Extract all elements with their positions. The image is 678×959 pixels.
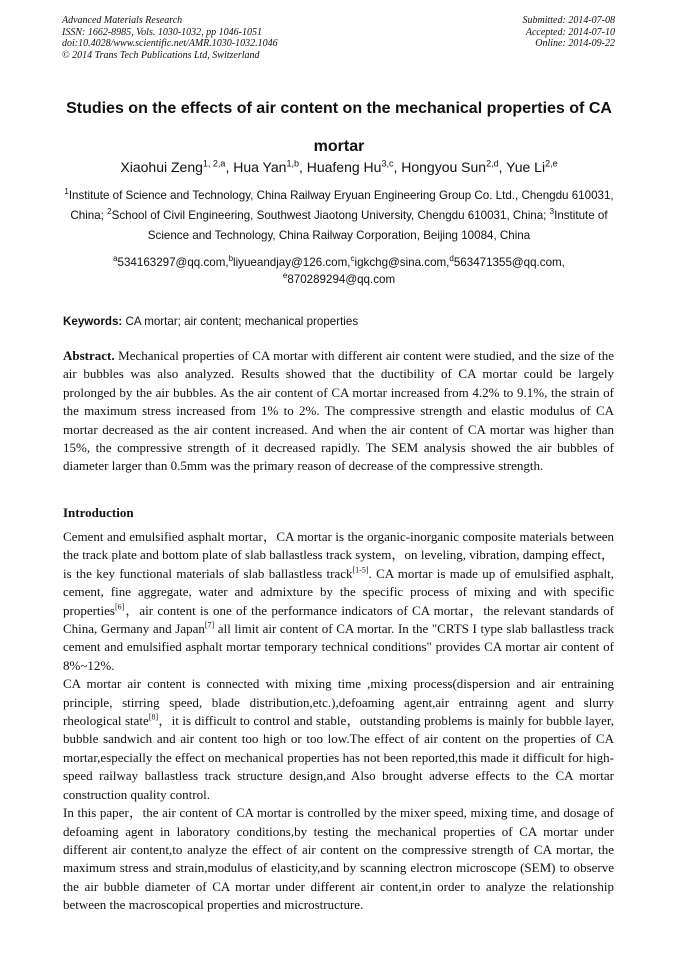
paragraph-text: ，it is difficult to control and stable，outstanding problems is mainly for bubble layer, bubble sandwich and air content too high or too low.The effect of air content on the properties of CA mortar,especially the effect on mechanical properties has not been reported,this made it difficult for high-speed railway ballastless track structure design,and Also brought adverse effects to the CA mortar construction quality control. <box>63 713 614 802</box>
journal-name: Advanced Materials Research <box>62 15 183 26</box>
author-emails <box>60 254 618 288</box>
author-sup: 2,e <box>545 158 558 169</box>
affiliation-text: Institute of Science and Technology, China Railway Corporation, Beijing 10084, China <box>147 209 608 242</box>
email-sup: c <box>350 254 355 264</box>
email-text: igkchg@sina.com, <box>354 256 450 269</box>
email-text: 534163297@qq.com, <box>117 256 229 269</box>
email-text: 870289294@qq.com <box>287 273 396 286</box>
introduction-body <box>63 528 614 915</box>
paragraph-text: all limit air content of CA mortar. In the "CRTS I type slab ballastless track cement and emulsified asphalt mortar temporary technical conditions" provides CA mortar air content of 8%~12%. <box>63 621 615 673</box>
journal-info <box>62 15 278 61</box>
paper-title: Studies on the effects of air content on the mechanical properties of CA mortar <box>66 100 612 155</box>
keywords-label: Keywords: <box>63 315 123 328</box>
dates-info <box>523 15 616 50</box>
affiliations <box>60 186 618 246</box>
accepted-date: Accepted: 2014-07-10 <box>525 26 615 38</box>
abstract-text: Mechanical properties of CA mortar with different air content were studied, and the size of the air bubbles was also analyzed. Results showed that the ductibility of CA mortar could be largely prolonged by the air bubbles. As the air content of CA mortar increased from 4.2% to 9.1%, the strain of the maximum stress increased from 1% to 2%. The compressive strength and elastic modulus of CA mortar decreased as the air content increased. And when the air content of CA mortar was higher than 15%, the compressive strength of it decreased rapidly. The SEM analysis showed the air bubbles of diameter larger than 0.5mm was the primary reason of decrease of the compressive strength. <box>63 348 614 474</box>
author-name: Hua Yan <box>233 159 287 175</box>
paragraph-text: ，air content is one of the performance indicators of CA mortar，the relevant standards of China, Germany and Japan <box>63 602 614 637</box>
email-sup: d <box>449 254 454 264</box>
keywords <box>63 314 358 330</box>
affiliation-text: School of Civil Engineering, Southwest Jiaotong University, Chengdu 610031, China; <box>111 209 547 222</box>
keywords-text: CA mortar; air content; mechanical properties <box>122 315 359 328</box>
abstract-label: Abstract. <box>63 348 115 363</box>
paragraph-text: . CA mortar is made up of emulsified asphalt, cement, fine aggregate, water and admixture by the specific process of mixing and with specific properties <box>63 565 615 618</box>
author-sup: 3,c <box>381 158 394 169</box>
author-sup: 2,d <box>486 158 499 169</box>
affil-sup: 1 <box>64 187 69 197</box>
author-name: Xiaohui Zeng <box>120 159 203 175</box>
section-heading: Introduction <box>63 505 134 520</box>
author-sup: 1, 2,a <box>202 158 226 169</box>
author-name: Yue Li <box>506 159 546 175</box>
citation: [8] <box>148 712 159 722</box>
submitted-date: Submitted: 2014-07-08 <box>522 15 615 26</box>
email-sup: a <box>113 254 118 264</box>
email-text: liyueandjay@126.com, <box>233 256 351 269</box>
author-sup: 1,b <box>286 158 299 169</box>
paragraph <box>63 675 614 804</box>
paragraph-text: CA mortar air content is connected with mixing time ,mixing process(dispersion and air entraining principle, stirring speed, blade distribution,etc.),defoaming agent,air entrainng agent and slurry rheological state <box>63 676 614 729</box>
author-name: Huafeng Hu <box>306 159 382 175</box>
email-sup: e <box>282 271 288 281</box>
author-list: Xiaohui Zeng$^{1, 2,a}$, Hua Yan$^{1,b}$, Huafeng Hu$^{3,c}$, Hongyou Sun$^{2,d}$, Yue Li$^{2,e}$ <box>120 158 558 175</box>
online-date: Online: 2014-09-22 <box>535 38 615 49</box>
citation: [1-5] <box>352 565 369 575</box>
email-sup: b <box>228 254 234 264</box>
abstract <box>63 347 614 476</box>
issn-line: ISSN: 1662-8985, Vols. 1030-1032, pp 1046-1051 <box>62 26 262 38</box>
paragraph: In this paper，the air content of CA mortar is controlled by the mixer speed, mixing time, and dosage of defoaming agent in laboratory conditions,by testing the mechanical properties of CA mortar under different air content,to analyze the effect of air content on the compressive strength of CA mortar, the maximum stress and strain,modulus of elasticity,and by scanning electron microscope (SEM) to observe the air bubble diameter of CA mortar under different air content,in order to analyze the relationship between the macroscopical properties and microstructure. <box>63 805 614 913</box>
paragraph-text: Cement and emulsified asphalt mortar，CA mortar is the organic-inorganic composite materials between the track plate and bottom plate of slab ballastless track system，on leveling, vibration, damping effect，is the key functional materials of slab ballastless track <box>63 529 614 581</box>
paragraph <box>63 528 614 675</box>
affiliation-text: Institute of Science and Technology, China Railway Eryuan Engineering Group Co. Ltd., Chengdu 610031, China; <box>68 189 614 222</box>
affil-sup: 2 <box>107 207 112 217</box>
affil-sup: 3 <box>549 207 555 217</box>
citation: [7] <box>204 620 215 630</box>
author-name: Hongyou Sun <box>401 159 487 175</box>
email-text: 563471355@qq.com, <box>453 256 565 269</box>
doi-line: doi:10.4028/www.scientific.net/AMR.1030-1032.1046 <box>62 38 278 49</box>
citation: [6] <box>114 602 125 612</box>
copyright-line: © 2014 Trans Tech Publications Ltd, Switzerland <box>62 49 260 61</box>
